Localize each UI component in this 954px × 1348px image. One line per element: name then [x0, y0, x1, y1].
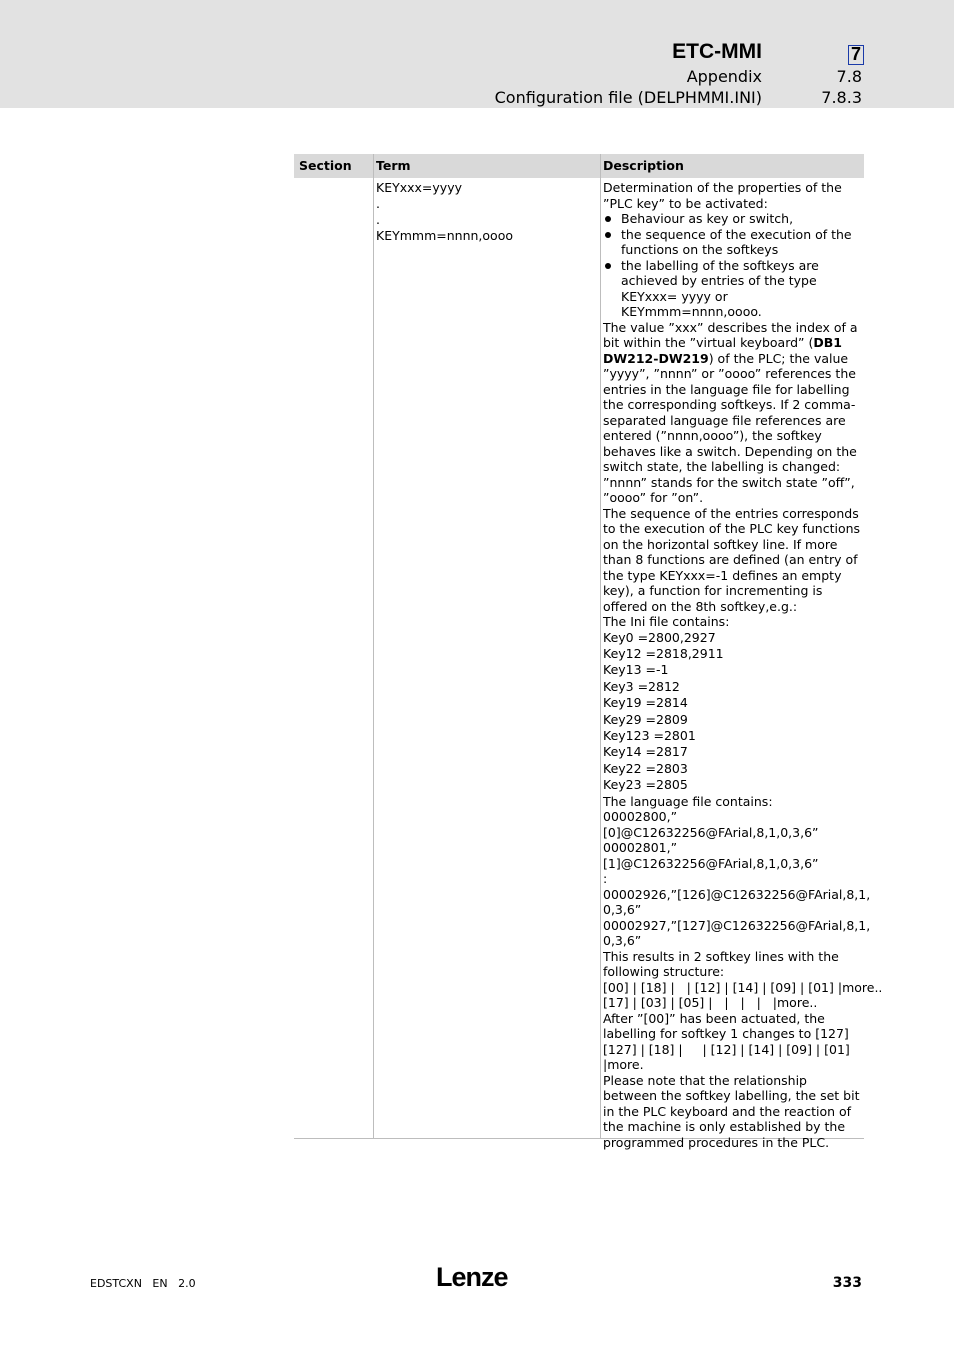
header-term: Term [376, 158, 411, 173]
term-cell [376, 180, 513, 244]
language-line: 0,3,6” [603, 933, 642, 949]
header-description: Description [603, 158, 684, 173]
header-band [0, 0, 954, 108]
ini-line: Key19 =2814 [603, 695, 688, 711]
ini-line: Key0 =2800,2927 [603, 629, 716, 645]
language-line: [0]@C12632256@FArial,8,1,0,3,6” [603, 824, 819, 840]
ini-intro: The Ini file contains: [603, 614, 730, 629]
softkey-structure-line: [127] | [18] | | [12] | [14] | [09] | [01] [603, 1041, 850, 1057]
ini-line: Key23 =2805 [603, 777, 688, 793]
bullet-item: the sequence of the execution of the functions on the softkeys [603, 227, 861, 258]
term-line: . [376, 196, 380, 211]
desc-paragraph-after-actuation: After ”[00]” has been actuated, the labelling for softkey 1 changes to [127] [603, 1010, 849, 1042]
language-line: [1]@C12632256@FArial,8,1,0,3,6” [603, 855, 819, 871]
ini-line: Key29 =2809 [603, 711, 688, 727]
desc-paragraph-note: Please note that the relationship between the softkey labelling, the set bit in the PLC keyboard and the reaction of the machine is only established by the programmed procedures in the PLC. [603, 1072, 860, 1150]
lenze-logo: Lenze [436, 1262, 508, 1292]
ini-lines [603, 630, 861, 794]
language-intro: The language file contains: [603, 793, 773, 809]
desc-intro: Determination of the properties of the ”PLC key” to be activated: [603, 180, 842, 211]
ini-line: Key14 =2817 [603, 744, 688, 760]
desc-paragraph-virtual-keyboard: The value ”xxx” describes the index of a bit within the ”virtual keyboard” (DB1 DW212-DW219) of the PLC; the value ”yyyy”, ”nnnn” or ”oooo” references the entries in the language file for labelling the corresponding softkeys. If 2 comma-separated language file references are entered (”nnnn,oooo”), the softkey behaves like a switch. Depending on the switch state, the labelling is changed: ”nnnn” stands for the switch state ”off”, ”oooo” for ”on”. [603, 319, 858, 505]
ini-line: Key12 =2818,2911 [603, 645, 724, 661]
language-line: : [603, 871, 608, 887]
language-line: 00002926,”[126]@C12632256@FArial,8,1, [603, 886, 871, 902]
column-divider [373, 154, 374, 1138]
description-cell [603, 180, 883, 1150]
chapter-number[interactable]: 7 [848, 45, 864, 65]
softkey-structure-line: |more. [603, 1057, 644, 1073]
language-line: 00002800,” [603, 809, 678, 825]
header-section: Section [299, 158, 352, 173]
term-line: KEYxxx=yyyy [376, 180, 462, 195]
column-divider [600, 154, 601, 1138]
language-line: 0,3,6” [603, 902, 642, 918]
subsection-title: Configuration file (DELPHMMI.INI) [494, 88, 762, 107]
softkey-structure-line: [00] | [18] | | [12] | [14] | [09] | [01] |more.. [603, 979, 883, 995]
subsection-number: 7.8.3 [821, 88, 862, 107]
softkey-structure-line: [17] | [03] | [05] | | | | |more.. [603, 995, 818, 1011]
bullet-item: Behaviour as key or switch, [603, 211, 861, 227]
ini-line: Key22 =2803 [603, 760, 688, 776]
desc-paragraph-result: This results in 2 softkey lines with the following structure: [603, 948, 839, 980]
term-line: . [376, 212, 380, 227]
term-line: KEYmmm=nnnn,oooo [376, 228, 513, 243]
db-reference: DB1 DW212-DW219 [603, 335, 842, 366]
desc-paragraph-sequence: The sequence of the entries corresponds to the execution of the PLC key functions on the horizontal softkey line. If more than 8 functions are defined (an entry of the type KEYxxx=-1 defines an empty key), a function for incrementing is offered on the 8th softkey,e.g.: [603, 505, 861, 614]
section-title: Appendix [686, 67, 762, 86]
ini-line: Key123 =2801 [603, 727, 696, 743]
bullet-item: the labelling of the softkeys are achieved by entries of the type KEYxxx= yyyy or KEYmmm=nnnn,oooo. [603, 258, 861, 320]
language-line: 00002927,”[127]@C12632256@FArial,8,1, [603, 917, 871, 933]
page-title: ETC-MMI [672, 40, 762, 63]
section-number: 7.8 [836, 67, 862, 86]
table-header [294, 154, 864, 178]
page-number: 333 [832, 1275, 862, 1291]
ini-line: Key13 =-1 [603, 662, 669, 678]
document-id: EDSTCXN EN 2.0 [90, 1277, 196, 1290]
ini-line: Key3 =2812 [603, 678, 680, 694]
language-line: 00002801,” [603, 840, 678, 856]
